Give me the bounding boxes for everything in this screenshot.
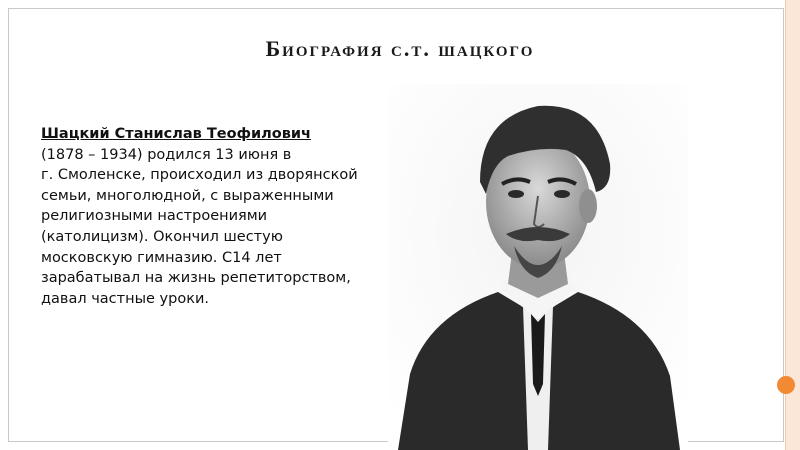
bio-line-1: (1878 – 1934) родился 13 июня в: [41, 146, 292, 163]
bio-line-6: московскую гимназию. С14 лет: [41, 249, 282, 266]
portrait-photo: [388, 84, 688, 450]
bio-line-7: зарабатывал на жизнь репетиторством,: [41, 270, 351, 287]
biography-text: [41, 124, 391, 309]
slide-title: Биография с.т. шацкого: [265, 36, 535, 61]
bio-line-3: семьи, многолюдной, с выраженными: [41, 187, 334, 204]
orange-circle-icon: [777, 376, 795, 394]
bio-line-5: (католицизм). Окончил шестую: [41, 228, 283, 245]
person-name: Шацкий Станислав Теофилович: [41, 126, 311, 142]
bio-line-2: г. Смоленске, происходил из дворянской: [41, 167, 358, 184]
bio-line-8: давал частные уроки.: [41, 290, 209, 307]
bio-line-4: религиозными настроениями: [41, 208, 268, 225]
